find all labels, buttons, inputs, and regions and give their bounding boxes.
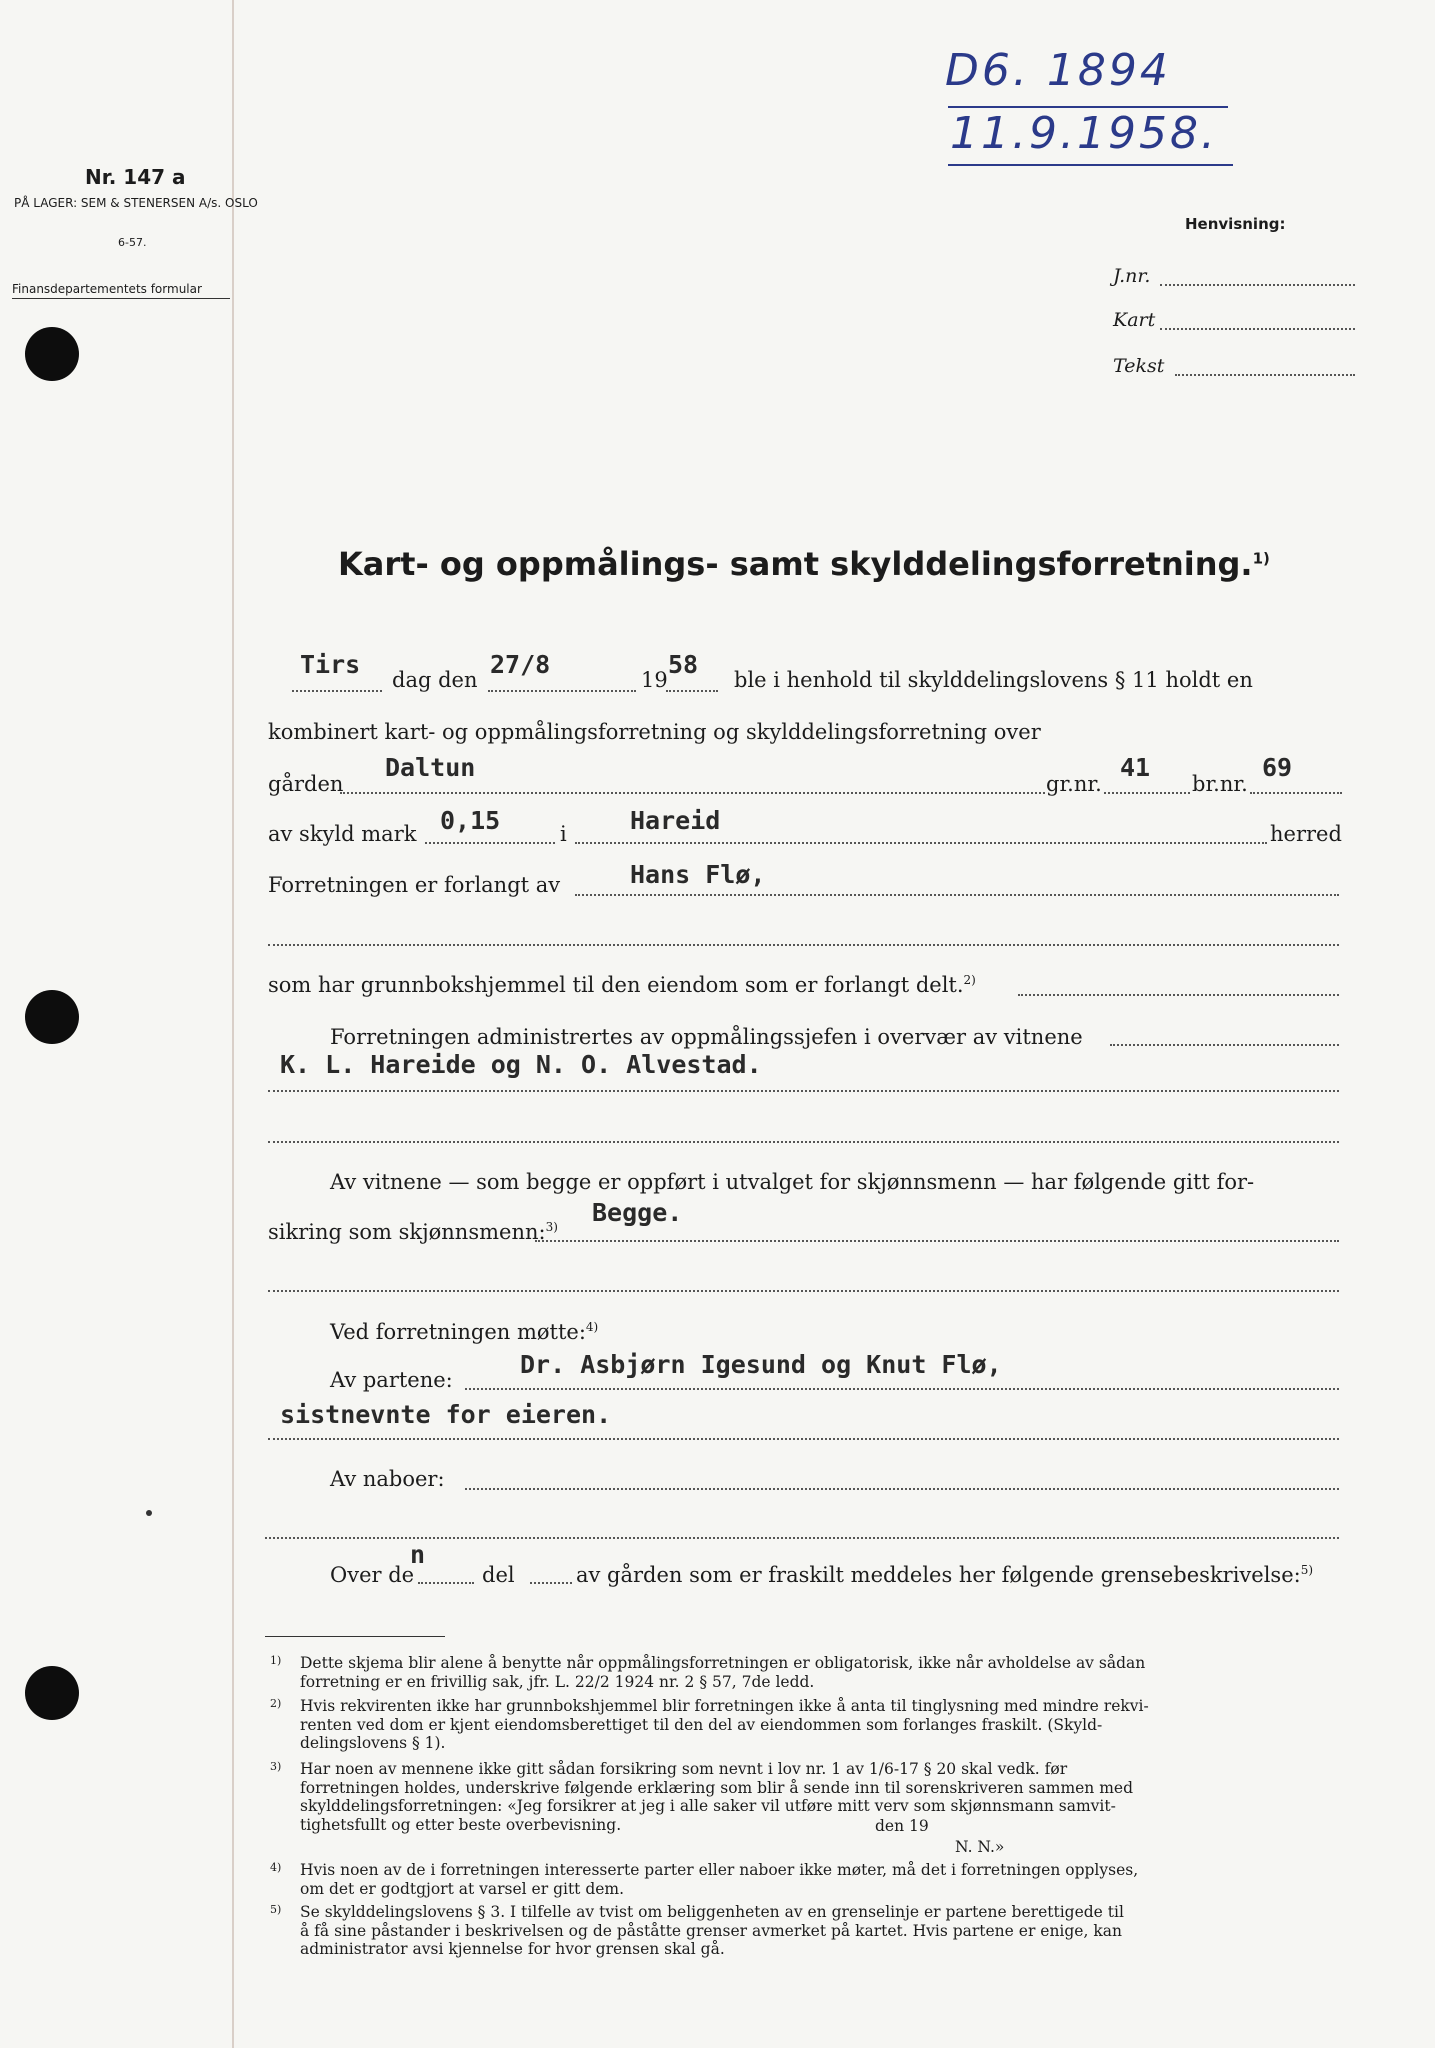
date-line [488, 690, 636, 692]
footnote-3-date: den 19 [875, 1817, 929, 1835]
printer-name: PÅ LAGER: SEM & STENERSEN A/s. OSLO [14, 196, 258, 210]
blank-line [265, 1537, 1339, 1539]
forlangt-value: Hans Flø, [630, 860, 766, 889]
grense-text: av gården som er fraskilt meddeles her følgende grensebeskrivelse:$^{5)}$ [576, 1563, 1314, 1587]
footnote-separator [265, 1636, 445, 1637]
over-line [418, 1582, 474, 1584]
footnote-4: 4) Hvis noen av de i forretningen interesserte parter eller naboer ikke møter, må det i forretningen opplyses, om det er godtgjort at varsel er gitt dem. [270, 1861, 1139, 1898]
partene-line [465, 1388, 1339, 1390]
punch-hole [25, 327, 79, 381]
kart-line [1160, 328, 1355, 330]
partene-value-1: Dr. Asbjørn Igesund og Knut Flø, [520, 1350, 1002, 1379]
naboer-line [465, 1488, 1339, 1490]
weekday-line [292, 690, 382, 692]
jnr-label: J.nr. [1113, 265, 1151, 287]
punch-hole [25, 1666, 79, 1720]
blank-line [268, 944, 1339, 946]
weekday-value: Tirs [300, 650, 361, 679]
grunnbok-line [1018, 994, 1339, 996]
forlangt-line [575, 894, 1339, 896]
partene-value-2: sistnevnte for eieren. [280, 1400, 612, 1429]
forlangt-label: Forretningen er forlangt av [268, 873, 561, 897]
del-label: del [482, 1563, 515, 1587]
partene-label: Av partene: [330, 1368, 453, 1392]
herred-value: Hareid [630, 806, 721, 835]
skjonn-value-line [535, 1240, 1339, 1242]
department-label: Finansdepartementets formular [12, 282, 230, 299]
kart-label: Kart [1113, 309, 1156, 331]
date-value: 27/8 [490, 650, 551, 679]
skjonn-line-1: Av vitnene — som begge er oppført i utvalget for skjønnsmenn — har følgende gitt for- [330, 1170, 1255, 1194]
skyld-label: av skyld mark [268, 822, 417, 846]
herred-label: herred [1270, 822, 1342, 846]
grunnbok-text: som har grunnbokshjemmel til den eiendom som er forlangt delt.$^{2)}$ [268, 973, 976, 997]
ink-dot [146, 1510, 152, 1516]
brnr-value: 69 [1262, 753, 1293, 782]
blank-line [268, 1141, 1339, 1143]
jnr-line [1160, 284, 1355, 286]
punch-hole [25, 990, 79, 1044]
document-title: Kart- og oppmålings- samt skylddelingsforretning.$^{1)}$ [338, 545, 1270, 583]
year-line [666, 690, 718, 692]
footnote-1: 1) Dette skjema blir alene å benytte når oppmålingsforretningen er obligatorisk, ikke når avholdelse av sådan forretning er en frivillig sak, jfr. L. 22/2 1924 nr. 2 § 57, 7de ledd. [270, 1654, 1146, 1691]
skyld-value: 0,15 [440, 806, 501, 835]
administreres-text: Forretningen administrertes av oppmålingssjefen i overvær av vitnene [330, 1025, 1083, 1049]
stamp-underline [948, 164, 1233, 166]
grnr-value: 41 [1120, 753, 1151, 782]
partene-line-2 [268, 1438, 1339, 1440]
skjonn-value: Begge. [592, 1198, 683, 1227]
dag-den-label: dag den [392, 668, 478, 692]
footnote-2: 2) Hvis rekvirenten ikke har grunnbokshjemmel blir forretningen ikke å anta til tinglysning med mindre rekvi- renten ved dom er kjent eiendomsberettiget til den del av eiendommen som forlanges fraskilt. (Skyld- delingslovens § 1). [270, 1697, 1149, 1753]
administreres-line [1110, 1044, 1339, 1046]
herred-line [575, 842, 1267, 844]
del-line [530, 1582, 572, 1584]
over-value: n [410, 1540, 426, 1569]
form-date: 6-57. [118, 236, 147, 249]
case-number-handwritten: D6. 1894 [945, 45, 1171, 96]
year-prefix: 19 [641, 668, 668, 692]
footnote-3: 3) Har noen av mennene ikke gitt sådan forsikring som nevnt i lov nr. 1 av 1/6-17 § 20 skal vedk. før forretningen holdes, underskrive følgende erklæring som blir å sende inn til sorenskriveren sammen med skylddelingsforretningen: «Jeg forsikrer at jeg i alle saker vil utføre mitt verv som skjønnsmann samvit- tighetsfullt og etter beste overbevisning. [270, 1760, 1134, 1834]
margin-line [232, 0, 234, 2048]
reference-heading: Henvisning: [1185, 215, 1286, 233]
line1-text: ble i henhold til skylddelingslovens § 11 holdt en [734, 668, 1253, 692]
line2-text: kombinert kart- og oppmålingsforretning og skylddelingsforretning over [268, 720, 1041, 744]
naboer-label: Av naboer: [330, 1467, 445, 1491]
vitner-value: K. L. Hareide og N. O. Alvestad. [280, 1050, 762, 1079]
garden-label: gården [268, 772, 344, 796]
grnr-line [1104, 792, 1190, 794]
year-value: 58 [668, 650, 699, 679]
motte-label: Ved forretningen møtte:$^{4)}$ [330, 1320, 599, 1344]
grnr-label: gr.nr. [1046, 772, 1102, 796]
tekst-line [1175, 374, 1355, 376]
brnr-line [1250, 792, 1342, 794]
i-label: i [560, 822, 567, 846]
garden-value: Daltun [385, 753, 476, 782]
over-label: Over de [330, 1563, 415, 1587]
date-handwritten: 11.9.1958. [950, 108, 1218, 159]
tekst-label: Tekst [1113, 355, 1165, 377]
garden-line [340, 792, 1045, 794]
footnote-5: 5) Se skylddelingslovens § 3. I tilfelle av tvist om beliggenheten av en grenselinje er partene berettigede til å få sine påstander i beskrivelsen og de påståtte grenser avmerket på kartet. Hvis partene er enige, kan administrator avsi kjennelse for hvor grensen skal gå. [270, 1903, 1124, 1959]
brnr-label: br.nr. [1192, 772, 1248, 796]
vitner-line [268, 1090, 1339, 1092]
skjonn-line-2: sikring som skjønnsmenn:$^{3)}$ [268, 1220, 558, 1244]
blank-line [268, 1290, 1339, 1292]
skyld-line [425, 842, 555, 844]
form-number: Nr. 147 a [85, 165, 186, 189]
footnote-3-signature: N. N.» [955, 1838, 1005, 1856]
